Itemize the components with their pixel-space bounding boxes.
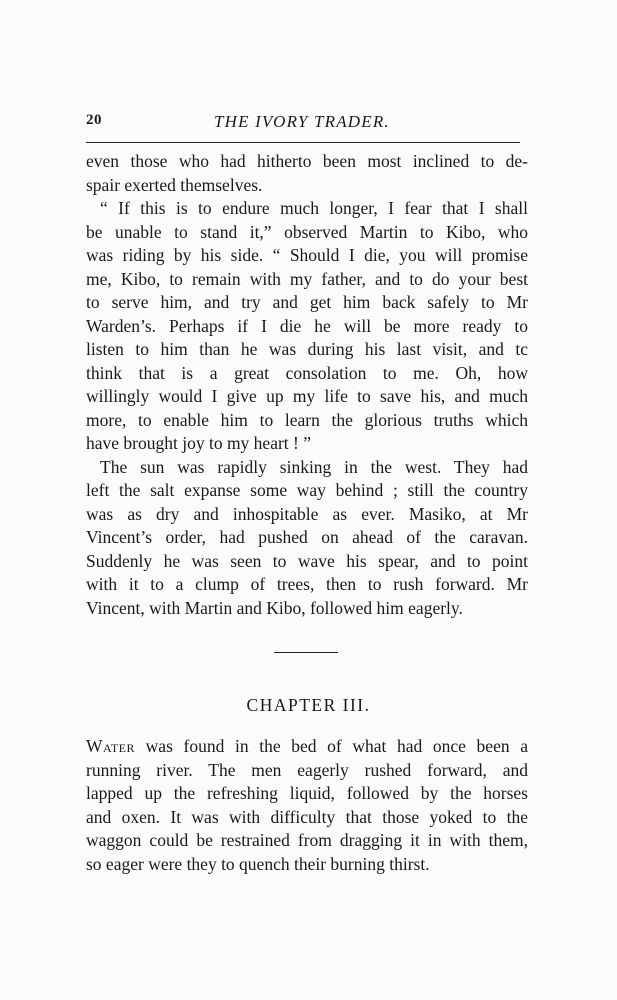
running-title: THE IVORY TRADER. bbox=[214, 112, 390, 131]
text-line: have brought joy to my heart ! ” bbox=[86, 433, 312, 453]
text-line: The sun was rapidly sinking in the west. They had bbox=[100, 456, 528, 477]
text-line: so eager were they to quench their burning thirst. bbox=[86, 853, 430, 874]
text-line: Warden’s. Perhaps if I die he will be more ready to bbox=[86, 315, 528, 336]
text-line: willingly would I give up my life to save his, and much bbox=[86, 386, 528, 406]
text-line: be unable to stand it,” observed Martin to Kibo, who bbox=[86, 221, 528, 242]
text-line: left the salt expanse some way behind ; still the country bbox=[86, 480, 528, 500]
chapter-heading: CHAPTER III. bbox=[246, 695, 371, 715]
text-line: lapped up the refreshing liquid, followed by the horses bbox=[86, 783, 528, 803]
text-line: running river. The men eagerly rushed forward, and bbox=[86, 759, 528, 780]
text-line: spair exerted themselves. bbox=[86, 174, 263, 195]
text-line: Vincent, with Martin and Kibo, followed him eagerly. bbox=[86, 597, 463, 618]
text-line: Vincent’s order, had pushed on ahead of the caravan. bbox=[86, 527, 528, 547]
text-line: me, Kibo, to remain with my father, and to do your best bbox=[86, 268, 528, 289]
text-line: was riding by his side. “ Should I die, you will promise bbox=[86, 245, 528, 265]
body-text-top bbox=[86, 150, 528, 620]
text-line: Suddenly he was seen to wave his spear, and to point bbox=[86, 550, 528, 571]
section-divider bbox=[274, 652, 338, 653]
text-line: even those who had hitherto been most inclined to de- bbox=[86, 151, 528, 171]
text-line bbox=[86, 735, 528, 759]
page-header bbox=[86, 112, 520, 142]
text-line: “ If this is to endure much longer, I fear that I shall bbox=[100, 198, 528, 218]
text-line: waggon could be restrained from dragging it in with them, bbox=[86, 830, 528, 850]
header-rule bbox=[86, 142, 520, 143]
text-line: more, to enable him to learn the glorious truths which bbox=[86, 409, 528, 430]
chapter-lead-word: Water bbox=[86, 736, 136, 756]
text-line: to serve him, and try and get him back safely to Mr bbox=[86, 292, 528, 312]
text-line: listen to him than he was during his last visit, and tc bbox=[86, 339, 528, 359]
text-line: with it to a clump of trees, then to rush forward. Mr bbox=[86, 574, 528, 594]
text-line: was as dry and inhospitable as ever. Masiko, at Mr bbox=[86, 503, 528, 524]
text-line: think that is a great consolation to me. Oh, how bbox=[86, 362, 528, 383]
page-number: 20 bbox=[86, 112, 102, 128]
text-line: and oxen. It was with difficulty that those yoked to the bbox=[86, 806, 528, 827]
body-text-chapter bbox=[86, 735, 528, 876]
text-line-rest: was found in the bed of what had once been a bbox=[135, 736, 528, 756]
